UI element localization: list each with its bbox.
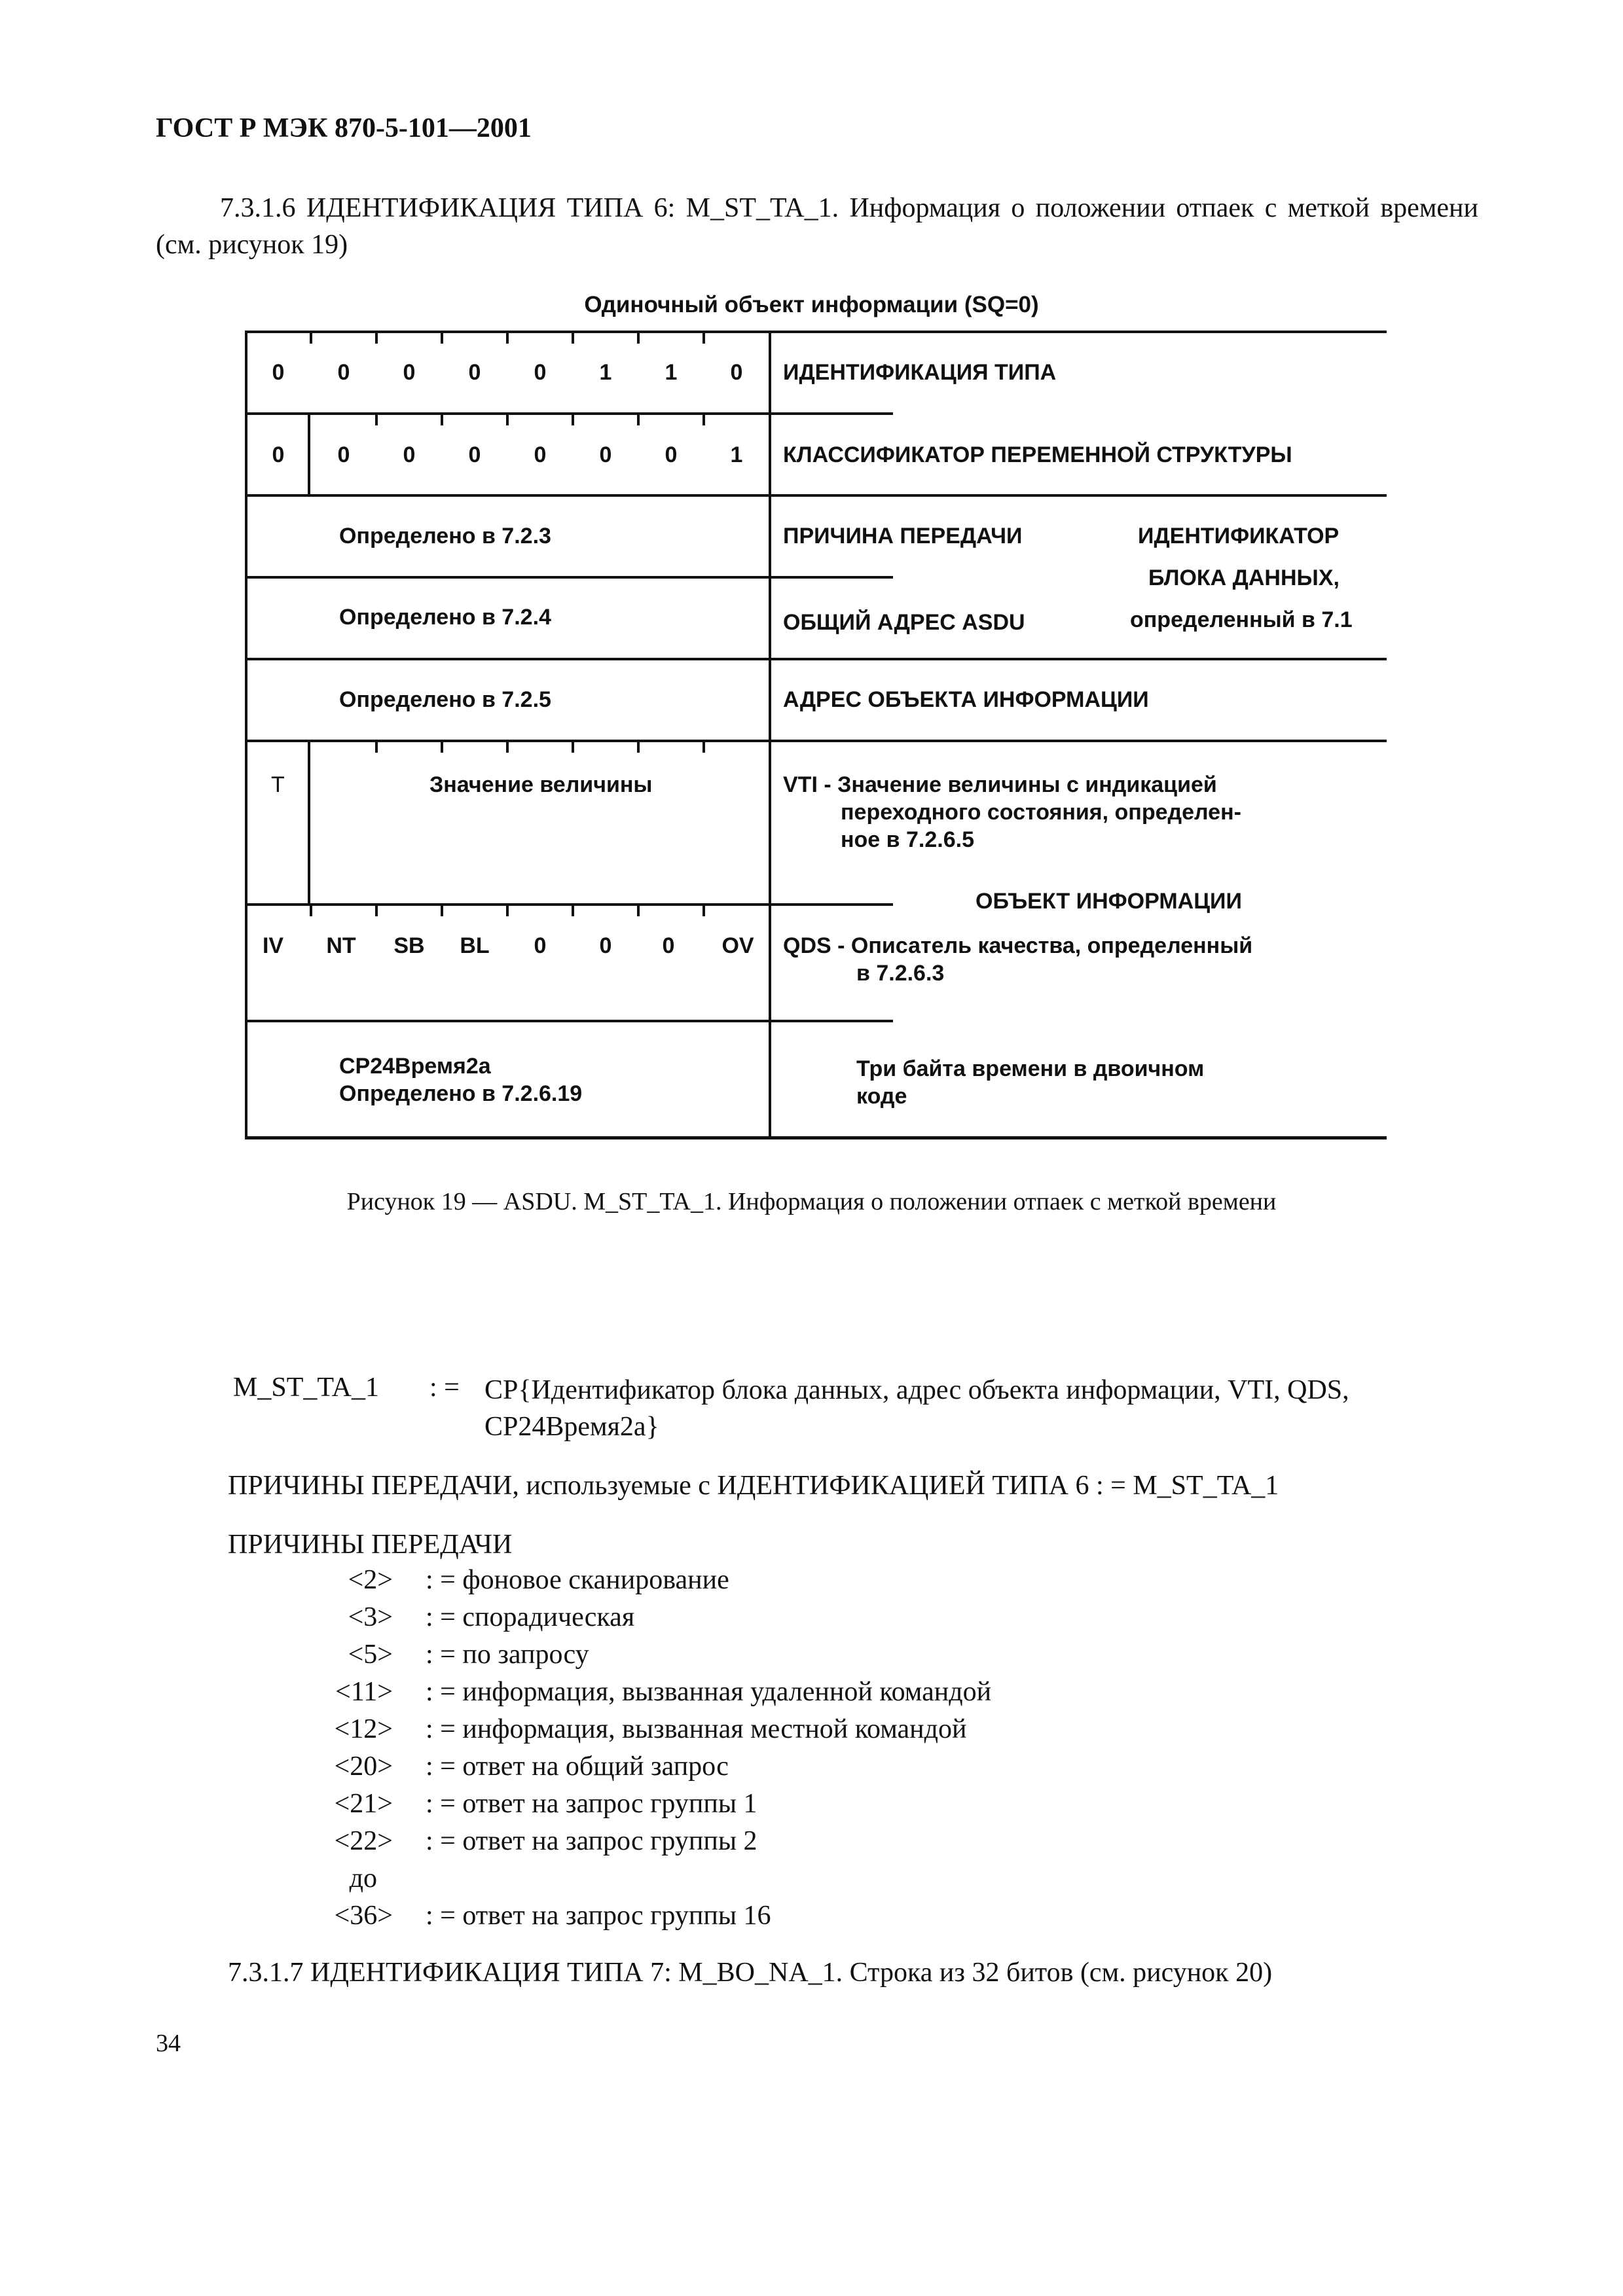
time-label-line: Три байта времени в двоичном (856, 1056, 1205, 1081)
time-definition-line: Определено в 7.2.6.19 (339, 1081, 583, 1106)
vti-label-line: VTI - Значение величины с индикацией (783, 772, 1217, 797)
cause-code: <21> (334, 1789, 393, 1819)
vti-value: Значение величины (429, 772, 653, 797)
time-definition-line: CP24Время2а (339, 1054, 491, 1079)
right-line-long (769, 740, 1387, 742)
qds-bit: SB (393, 933, 425, 958)
next-section-heading: 7.3.1.7 ИДЕНТИФИКАЦИЯ ТИПА 7: M_BO_NA_1. Строка из 32 битов (см. рисунок 20) (228, 1958, 1273, 1988)
bit-tick (637, 740, 640, 753)
diagram-bottom-border (245, 1136, 1387, 1139)
type-id-bit: 0 (730, 360, 743, 385)
bit-tick (506, 903, 509, 916)
vsq-bit: 0 (665, 442, 678, 467)
qds-bit: OV (721, 933, 754, 958)
type-id-bit: 0 (337, 360, 350, 385)
qds-bit: 0 (662, 933, 675, 958)
vsq-bit: 0 (403, 442, 416, 467)
bit-tick (702, 903, 705, 916)
data-unit-id-line: ИДЕНТИФИКАТОР (1138, 524, 1340, 548)
row-separator (245, 1020, 769, 1022)
bit-tick (572, 331, 574, 344)
definition-name: M_ST_TA_1 (233, 1372, 379, 1403)
vti-label-line: переходного состояния, определен- (841, 800, 1241, 825)
bit-tick (441, 331, 443, 344)
cause-code: <36> (334, 1901, 393, 1931)
type-id-bit: 1 (599, 360, 612, 385)
bit-tick (702, 740, 705, 753)
vti-partition (308, 740, 310, 903)
qds-bit: IV (262, 933, 284, 958)
bit-tick (375, 740, 378, 753)
cause-code: <22> (334, 1826, 393, 1856)
right-line-long (769, 494, 1387, 497)
data-unit-id-line: БЛОКА ДАННЫХ, (1148, 565, 1340, 590)
asdu-address-definition: Определено в 7.2.4 (339, 605, 551, 630)
section-heading: 7.3.1.6 ИДЕНТИФИКАЦИЯ ТИПА 6: M_ST_TA_1. Информация о положении отпаек с меткой времени (см. рисунок 19) (156, 193, 1478, 260)
qds-label-line: в 7.2.6.3 (856, 961, 945, 986)
time-label-line: коде (856, 1084, 907, 1109)
cause-code: <20> (334, 1751, 393, 1782)
bit-tick (702, 331, 705, 344)
vsq-bit: 0 (534, 442, 547, 467)
definition-line (233, 1372, 460, 1403)
bit-tick (375, 412, 378, 425)
bit-tick (441, 740, 443, 753)
right-line-long (769, 658, 1387, 660)
bit-tick (572, 412, 574, 425)
figure-caption: Рисунок 19 — ASDU. M_ST_TA_1. Информация о положении отпаек с меткой времени (346, 1188, 1277, 1215)
document-header: ГОСТ Р МЭК 870-5-101—2001 (156, 113, 532, 143)
type-id-bit: 0 (403, 360, 416, 385)
cause-text: : = по запросу (426, 1640, 589, 1670)
cause-code: <5> (348, 1640, 393, 1670)
bit-tick (375, 331, 378, 344)
type-id-bit: 0 (534, 360, 547, 385)
vsq-label: КЛАССИФИКАТОР ПЕРЕМЕННОЙ СТРУКТУРЫ (783, 442, 1292, 467)
bit-tick (506, 331, 509, 344)
vsq-bit: 0 (468, 442, 481, 467)
cause-code: <12> (334, 1714, 393, 1744)
cot-label: ПРИЧИНА ПЕРЕДАЧИ (783, 524, 1023, 548)
cause-text: : = спорадическая (426, 1602, 635, 1632)
bit-tick (310, 331, 312, 344)
bit-tick (375, 903, 378, 916)
qds-bit: NT (326, 933, 356, 958)
bit-tick (572, 740, 574, 753)
data-unit-id-line: определенный в 7.1 (1130, 607, 1353, 632)
causes-used-line: ПРИЧИНЫ ПЕРЕДАЧИ, используемые с ИДЕНТИФИКАЦИЕЙ ТИПА 6 : = M_ST_TA_1 (228, 1471, 1279, 1501)
right-line-short (769, 412, 893, 415)
cause-text: : = информация, вызванная удаленной командой (426, 1677, 992, 1707)
type-id-bit: 0 (468, 360, 481, 385)
bit-tick (572, 903, 574, 916)
figure-title: Одиночный объект информации (SQ=0) (584, 292, 1039, 317)
bit-tick (441, 903, 443, 916)
definition-text-line: CP{Идентификатор блока данных, адрес объекта информации, VTI, QDS, (484, 1375, 1349, 1405)
row-separator (245, 576, 769, 579)
bit-tick (637, 331, 640, 344)
bit-tick (310, 903, 312, 916)
cot-definition: Определено в 7.2.3 (339, 524, 551, 548)
cause-code: <3> (348, 1602, 393, 1632)
bit-tick (506, 412, 509, 425)
bit-tick (506, 740, 509, 753)
vsq-bit: 1 (730, 442, 743, 467)
right-line-short (769, 576, 893, 579)
vsq-bit: 0 (337, 442, 350, 467)
vsq-partition (308, 412, 310, 494)
type-id-bit: 0 (272, 360, 285, 385)
bit-tick (702, 412, 705, 425)
cause-range-separator: до (349, 1863, 377, 1893)
vsq-bit: 0 (272, 442, 285, 467)
info-object-label: ОБЪЕКТ ИНФОРМАЦИИ (976, 889, 1242, 914)
vsq-bit: 0 (599, 442, 612, 467)
row-separator (245, 658, 769, 660)
bit-tick (441, 412, 443, 425)
diagram-top-border (245, 331, 1387, 333)
diagram-left-border (245, 331, 247, 1139)
cause-text: : = ответ на общий запрос (426, 1751, 729, 1782)
bit-tick (637, 903, 640, 916)
right-line-short (769, 1020, 893, 1022)
right-line-short (769, 903, 893, 906)
causes-heading: ПРИЧИНЫ ПЕРЕДАЧИ (228, 1530, 513, 1560)
cause-code: <2> (348, 1565, 393, 1595)
vti-transient-bit: T (271, 772, 285, 797)
ioa-label: АДРЕС ОБЪЕКТА ИНФОРМАЦИИ (783, 687, 1149, 712)
cause-text: : = фоновое сканирование (426, 1565, 729, 1595)
definition-text-line: CP24Время2а} (484, 1412, 659, 1442)
qds-bit: 0 (599, 933, 612, 958)
cause-text: : = ответ на запрос группы 1 (426, 1789, 757, 1819)
cause-code: <11> (335, 1677, 393, 1707)
qds-label-line: QDS - Описатель качества, определенный (783, 933, 1253, 958)
bit-tick (637, 412, 640, 425)
asdu-address-label: ОБЩИЙ АДРЕС ASDU (783, 610, 1025, 635)
qds-bit: BL (460, 933, 490, 958)
row-separator (245, 494, 769, 497)
ioa-definition: Определено в 7.2.5 (339, 687, 551, 712)
cause-text: : = ответ на запрос группы 16 (426, 1901, 771, 1931)
qds-bit: 0 (534, 933, 547, 958)
vti-label-line: ное в 7.2.6.5 (841, 827, 974, 852)
type-id-label: ИДЕНТИФИКАЦИЯ ТИПА (783, 360, 1057, 385)
definition-operator: : = (429, 1372, 460, 1403)
diagram-divider (769, 331, 771, 1139)
cause-text: : = информация, вызванная местной командой (426, 1714, 967, 1744)
page-number: 34 (156, 2030, 181, 2057)
type-id-bit: 1 (665, 360, 678, 385)
cause-text: : = ответ на запрос группы 2 (426, 1826, 757, 1856)
